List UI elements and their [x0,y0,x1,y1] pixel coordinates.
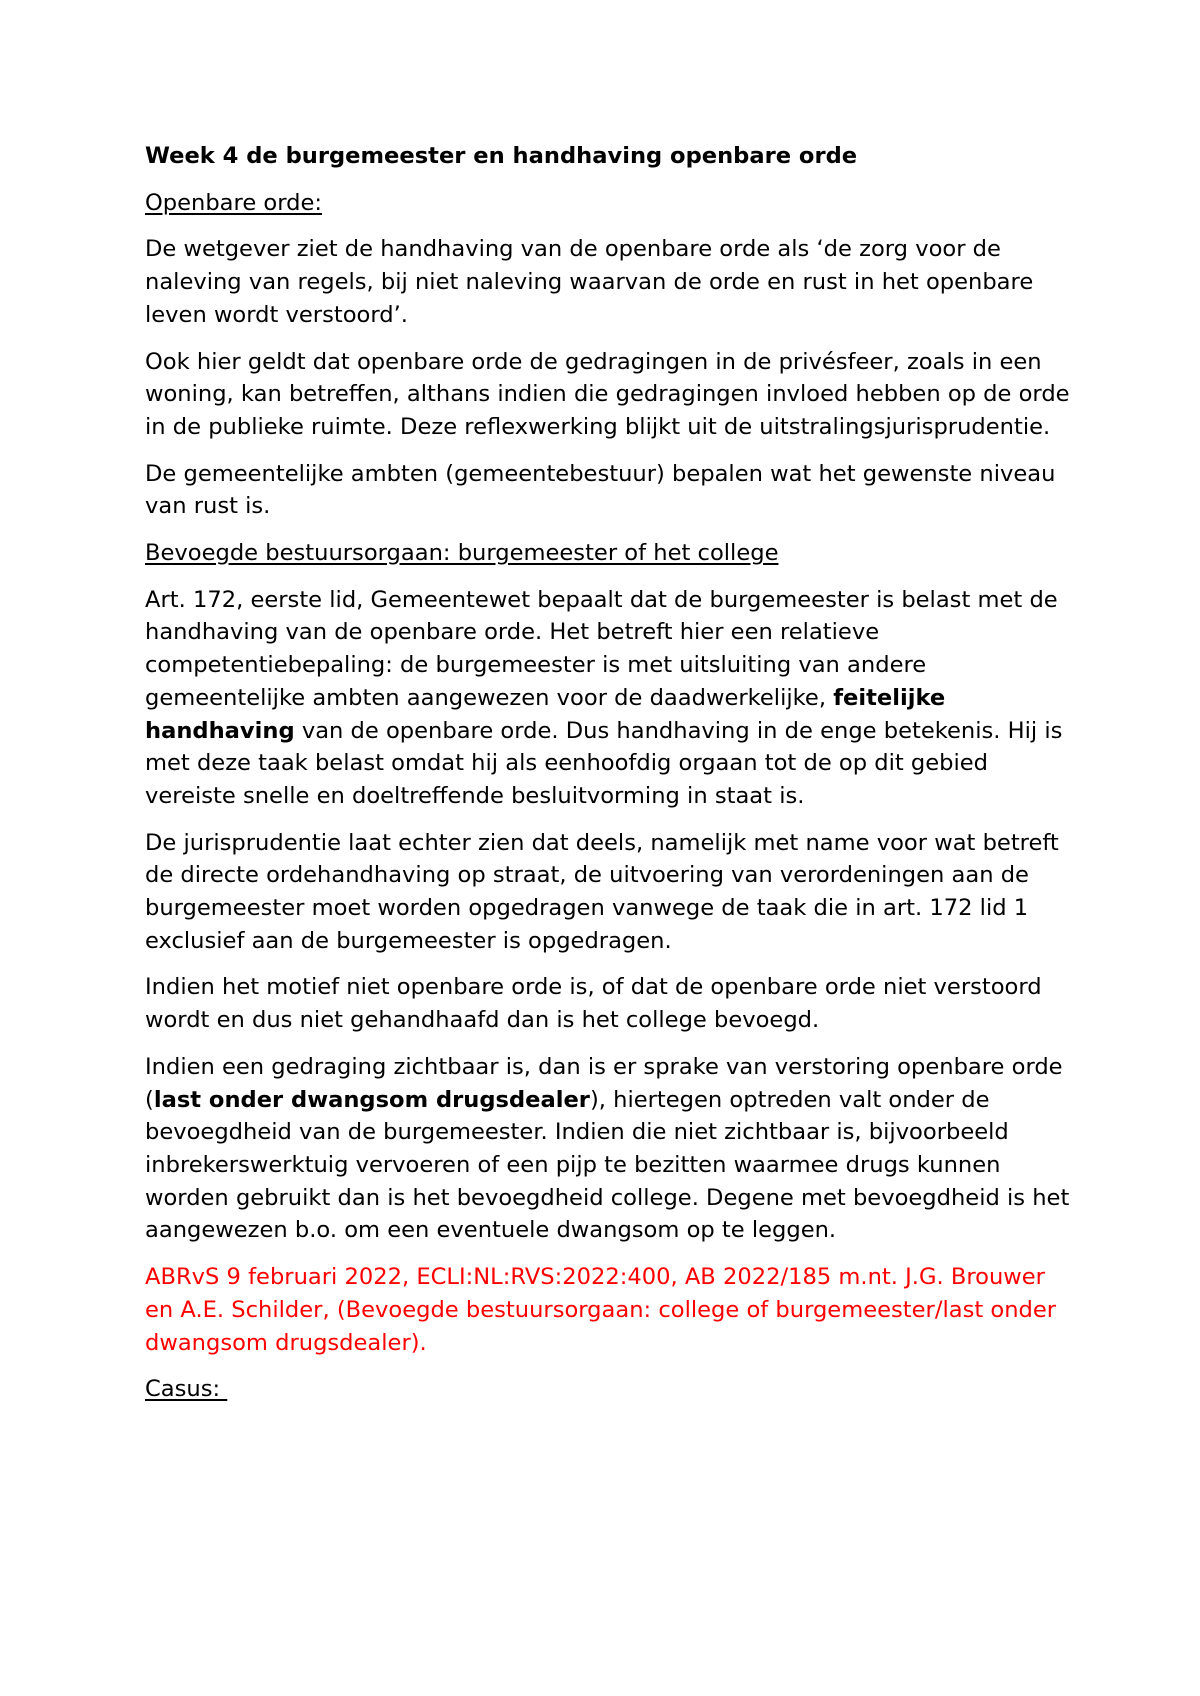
section-heading-casus [145,1373,1075,1406]
section-heading-openbare-orde [145,187,1075,220]
paragraph-definition: De wetgever ziet de handhaving van de openbare orde als ‘de zorg voor de naleving van regels, bij niet naleving waarvan de orde en rust in het openbare leven wordt verstoord’. [145,236,1034,328]
paragraph-gedraging-bold: last onder dwangsom drugsdealer [153,1086,590,1113]
paragraph-jurisprudentie: De jurisprudentie laat echter zien dat deels, namelijk met name voor wat betreft de directe ordehandhaving op straat, de uitvoering van verordeningen aan de burgemeester moet worden opgedragen vanwege de taak die in art. 172 lid 1 exclusief aan de burgemeester is opgedragen. [145,829,1059,954]
document-title: Week 4 de burgemeester en handhaving openbare orde [145,143,858,169]
paragraph-art-172 [145,584,1075,813]
paragraph-gemeentelijke-ambten: De gemeentelijke ambten (gemeentebestuur) bepalen wat het gewenste niveau van rust is. [145,460,1056,520]
paragraph-gedraging-part1: Indien een gedraging zichtbaar is, dan is er sprake van verstoring openbare orde ( [145,1053,1063,1113]
citation-abrvs: ABRvS 9 februari 2022, ECLI:NL:RVS:2022:400, AB 2022/185 m.nt. J.G. Brouwer en A.E. Schilder, (Bevoegde bestuursorgaan: college of burgemeester/last onder dwangsom drugsdealer). [145,1264,1057,1356]
paragraph-gedraging [145,1051,1075,1247]
paragraph-gedraging-part2: ), hiertegen optreden valt onder de bevoegdheid van de burgemeester. Indien die niet zichtbaar is, bijvoorbeeld inbrekerswerktuig vervoeren of een pijp te bezitten waarmee drugs kunnen worden gebruikt dan is het bevoegdheid college. Degene met bevoegdheid is het aangewezen b.o. om een eventuele dwangsom op te leggen. [145,1086,1070,1244]
heading-casus-text: Casus: [145,1376,228,1403]
paragraph-motief: Indien het motief niet openbare orde is, of dat de openbare orde niet verstoord wordt en dus niet gehandhaafd dan is het college bevoegd. [145,974,1042,1034]
document-body [145,140,1075,1420]
heading-bevoegde-text: Bevoegde bestuursorgaan: burgemeester of het college [145,540,779,567]
section-heading-bevoegde [145,537,1075,570]
paragraph-art-172-bold: feitelijke handhaving [145,684,946,744]
paragraph-art-172-part1: Art. 172, eerste lid, Gemeentewet bepaalt dat de burgemeester is belast met de handhaving van de openbare orde. Het betreft hier een relatieve competentiebepaling: de burgemeester is met uitsluiting van andere gemeentelijke ambten aangewezen voor de daadwerkelijke, [145,586,1058,711]
paragraph-privesfeer: Ook hier geldt dat openbare orde de gedragingen in de privésfeer, zoals in een woning, kan betreffen, althans indien die gedragingen invloed hebben op de orde in de publieke ruimte. Deze reflexwerking blijkt uit de uitstralingsjurisprudentie. [145,348,1070,440]
heading-openbare-orde-text: Openbare orde: [145,189,322,216]
paragraph-art-172-part2: van de openbare orde. Dus handhaving in de enge betekenis. Hij is met deze taak belast omdat hij als eenhoofdig orgaan tot de op dit gebied vereiste snelle en doeltreffende besluitvorming in staat is. [145,717,1063,809]
